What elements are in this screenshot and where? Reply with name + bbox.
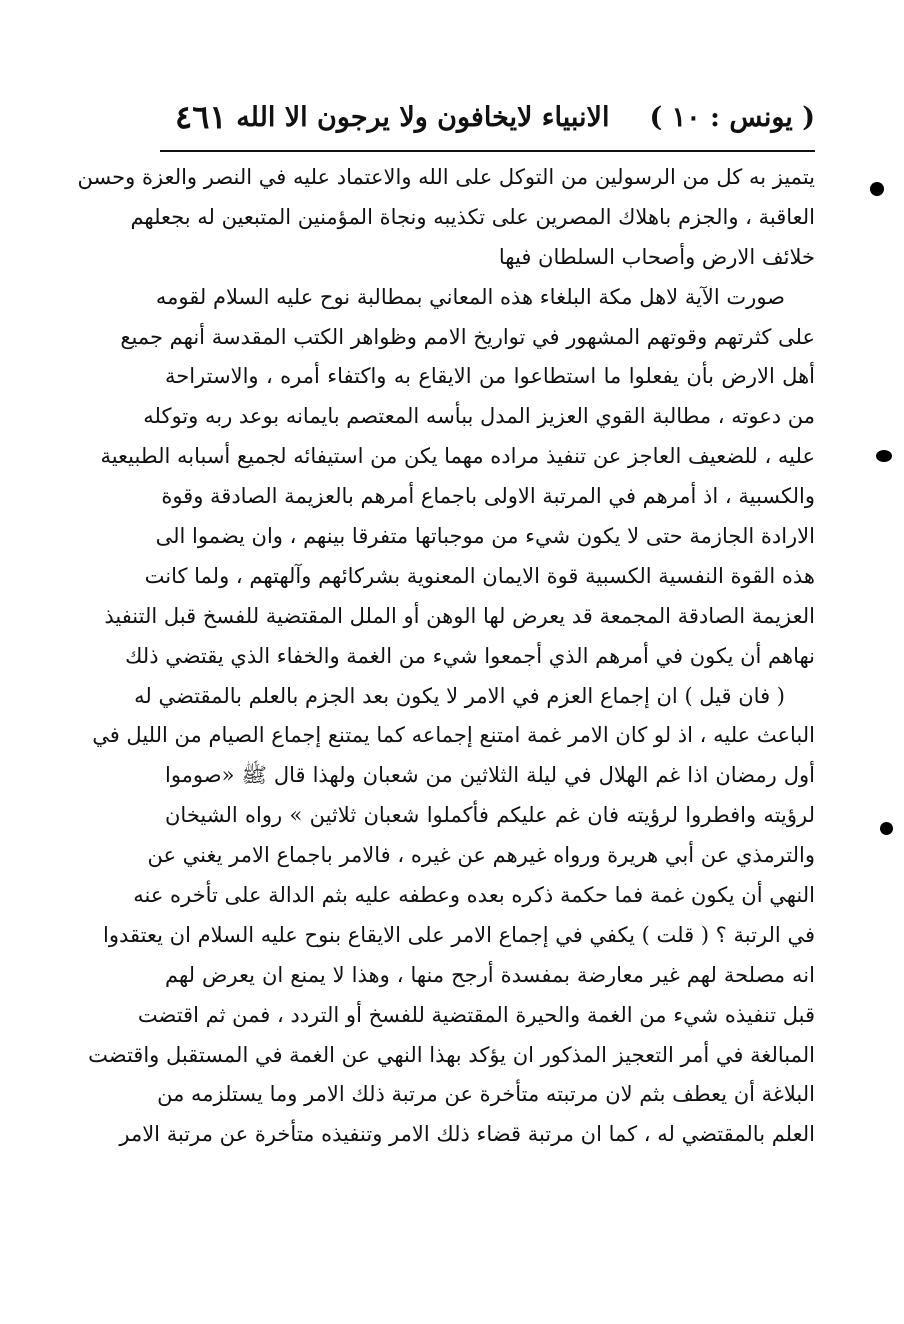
text-line: والكسبية ، اذ أمرهم في المرتبة الاولى باجماع أمرهم بالعزيمة الصادقة وقوة [161, 484, 815, 509]
text-line: في الرتبة ؟ ( قلت ) يكفي في إجماع الامر على الايقاع بنوح عليه السلام ان يعتقدوا [103, 922, 815, 947]
text-line: صورت الآية لاهل مكة البلغاء هذه المعاني بمطالبة نوح عليه السلام لقومه [155, 284, 785, 309]
text-line: العلم بالمقتضي له ، كما ان مرتبة قضاء ذلك الامر وتنفيذه متأخرة عن مرتبة الامر [119, 1122, 815, 1147]
running-title: الانبياء لايخافون ولا يرجون الا الله [236, 101, 610, 133]
punch-hole-mark [870, 182, 884, 196]
text-line: الارادة الجازمة حتى لا يكون شيء من موجباتها متفرقا بينهم ، وان يضموا الى [155, 524, 815, 549]
text-line: العاقبة ، والجزم باهلاك المصرين على تكذيبه ونجاة المؤمنين المتبعين له بجعلهم [130, 204, 815, 229]
text-line: عليه ، للضعيف العاجز عن تنفيذ مراده مهما يكن من استيفائه لجميع أسبابه الطبيعية [100, 444, 815, 469]
text-line: من دعوته ، مطالبة القوي العزيز المدل ببأسه المعتصم بايمانه بوعد ربه وتوكله [143, 404, 815, 429]
text-line: الباعث عليه ، اذ لو كان الامر غمة امتنع إجماعه كما يمتنع إجماع الصيام من الليل في [92, 723, 815, 748]
text-line: والترمذي عن أبي هريرة ورواه غيرهم عن غيره ، فالامر باجماع الامر يغني عن [147, 843, 815, 868]
page-header [165, 92, 815, 142]
body-text [77, 158, 815, 1155]
punch-hole-mark [876, 450, 892, 462]
page-number: ٤٦١ [175, 98, 227, 136]
text-line: خلائف الارض وأصحاب السلطان فيها [498, 244, 815, 269]
punch-hole-mark [880, 822, 893, 835]
text-line: أول رمضان اذا غم الهلال في ليلة الثلاثين من شعبان ولهذا قال ﷺ «صوموا [165, 763, 815, 788]
surah-reference: ( يونس : ١٠ ) [649, 101, 815, 133]
text-line: انه مصلحة لهم غير معارضة بمفسدة أرجح منها ، وهذا لا يمنع ان يعرض لهم [165, 962, 815, 987]
text-line: البلاغة أن يعطف بثم لان مرتبته متأخرة عن مرتبة ذلك الامر وما يستلزمه من [157, 1082, 815, 1107]
text-line: النهي أن يكون غمة فما حكمة ذكره بعده وعطفه عليه بثم الدالة على تأخره عنه [133, 883, 815, 908]
text-line: نهاهم أن يكون في أمرهم الذي أجمعوا شيء من الغمة والخفاء الذي يقتضي ذلك [125, 643, 815, 668]
text-line: العزيمة الصادقة المجمعة قد يعرض لها الوهن أو الملل المقتضية للفسخ قبل التنفيذ [104, 603, 815, 628]
text-line: المبالغة في أمر التعجيز المذكور ان يؤكد بهذا النهي عن الغمة في المستقبل واقتضت [88, 1042, 815, 1067]
text-line: هذه القوة النفسية الكسبية قوة الايمان المعنوية بشركائهم وآلهتهم ، ولما كانت [144, 563, 815, 588]
text-line: على كثرتهم وقوتهم المشهور في تواريخ الامم وظواهر الكتب المقدسة أنهم جميع [120, 324, 815, 349]
text-line: يتميز به كل من الرسولين من التوكل على الله والاعتماد عليه في النصر والعزة وحسن [77, 165, 815, 189]
text-line: قبل تنفيذه شيء من الغمة والحيرة المقتضية للفسخ أو التردد ، فمن ثم اقتضت [137, 1002, 815, 1027]
text-line: أهل الارض بأن يفعلوا ما استطاعوا من الايقاع به واكتفاء أمره ، والاستراحة [165, 364, 815, 389]
header-rule [160, 150, 815, 152]
text-line: لرؤيته وافطروا لرؤيته فان غم عليكم فأكملوا شعبان ثلاثين » رواه الشيخان [165, 803, 815, 828]
text-line: ( فان قيل ) ان إجماع العزم في الامر لا يكون بعد الجزم بالعلم بالمقتضي له [134, 683, 785, 708]
